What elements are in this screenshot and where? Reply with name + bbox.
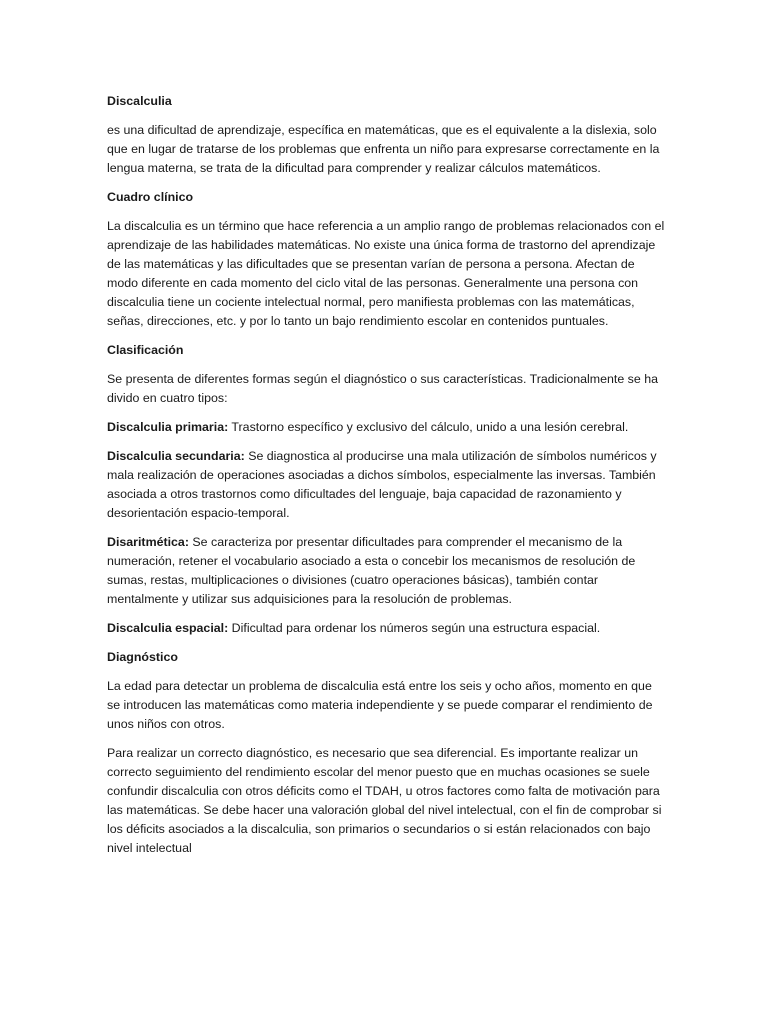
type-text: Se diagnostica al producirse una mala utilización de símbolos numéricos y mala realización de operaciones asociadas a dichos símbolos, especialmente las inversas. También asociada a otros trastornos como dificultades del lenguaje, baja capacidad de razonamiento y desorientación espacio-temporal. xyxy=(107,449,657,520)
type-term: Discalculia primaria: xyxy=(107,420,229,434)
document-page xyxy=(107,92,667,868)
type-primaria xyxy=(107,418,667,437)
type-text: Dificultad para ordenar los números según una estructura espacial. xyxy=(228,621,601,635)
clasificacion-heading: Clasificación xyxy=(107,343,184,357)
type-text: Se caracteriza por presentar dificultades para comprender el mecanismo de la numeración, retener el vocabulario asociado a esta o concebir los mecanismos de resolución de sumas, restas, multiplicaciones o divisiones (cuatro operaciones básicas), también contar mentalmente y utilizar sus adquisiciones para la resolución de problemas. xyxy=(107,535,636,606)
document-title: Discalculia xyxy=(107,94,172,108)
type-term: Disaritmética: xyxy=(107,535,189,549)
clasificacion-intro: Se presenta de diferentes formas según el diagnóstico o sus características. Tradicionalmente se ha divido en cuatro tipos: xyxy=(107,372,658,405)
type-espacial xyxy=(107,619,667,638)
diagnostico-paragraph-1: La edad para detectar un problema de discalculia está entre los seis y ocho años, momento en que se introducen las matemáticas como materia independiente y se puede comparar el rendimiento de unos niños con otros. xyxy=(107,679,653,731)
type-secundaria xyxy=(107,447,667,523)
intro-paragraph: es una dificultad de aprendizaje, específica en matemáticas, que es el equivalente a la dislexia, solo que en lugar de tratarse de los problemas que enfrenta un niño para expresarse correctamente en la lengua materna, se trata de la dificultad para comprender y realizar cálculos matemáticos. xyxy=(107,123,660,175)
type-term: Discalculia secundaria: xyxy=(107,449,245,463)
diagnostico-heading: Diagnóstico xyxy=(107,650,178,664)
cuadro-clinico-paragraph: La discalculia es un término que hace referencia a un amplio rango de problemas relacionados con el aprendizaje de las habilidades matemáticas. No existe una única forma de trastorno del aprendizaje de las matemáticas y las dificultades que se presentan varían de persona a persona. Afectan de modo diferente en cada momento del ciclo vital de las personas. Generalmente una persona con discalculia tiene un cociente intelectual normal, pero manifiesta problemas con las matemáticas, señas, direcciones, etc. y por lo tanto un bajo rendimiento escolar en contenidos puntuales. xyxy=(107,219,665,328)
cuadro-clinico-heading: Cuadro clínico xyxy=(107,190,194,204)
type-disaritmetica xyxy=(107,533,667,609)
type-text: Trastorno específico y exclusivo del cálculo, unido a una lesión cerebral. xyxy=(228,420,629,434)
type-term: Discalculia espacial: xyxy=(107,621,229,635)
diagnostico-paragraph-2: Para realizar un correcto diagnóstico, es necesario que sea diferencial. Es importante realizar un correcto seguimiento del rendimiento escolar del menor puesto que en muchas ocasiones se suele confundir discalculia con otros déficits como el TDAH, u otros factores como falta de motivación para las matemáticas. Se debe hacer una valoración global del nivel intelectual, con el fin de comprobar si los déficits asociados a la discalculia, son primarios o secundarios o si están relacionados con bajo nivel intelectual xyxy=(107,746,662,855)
